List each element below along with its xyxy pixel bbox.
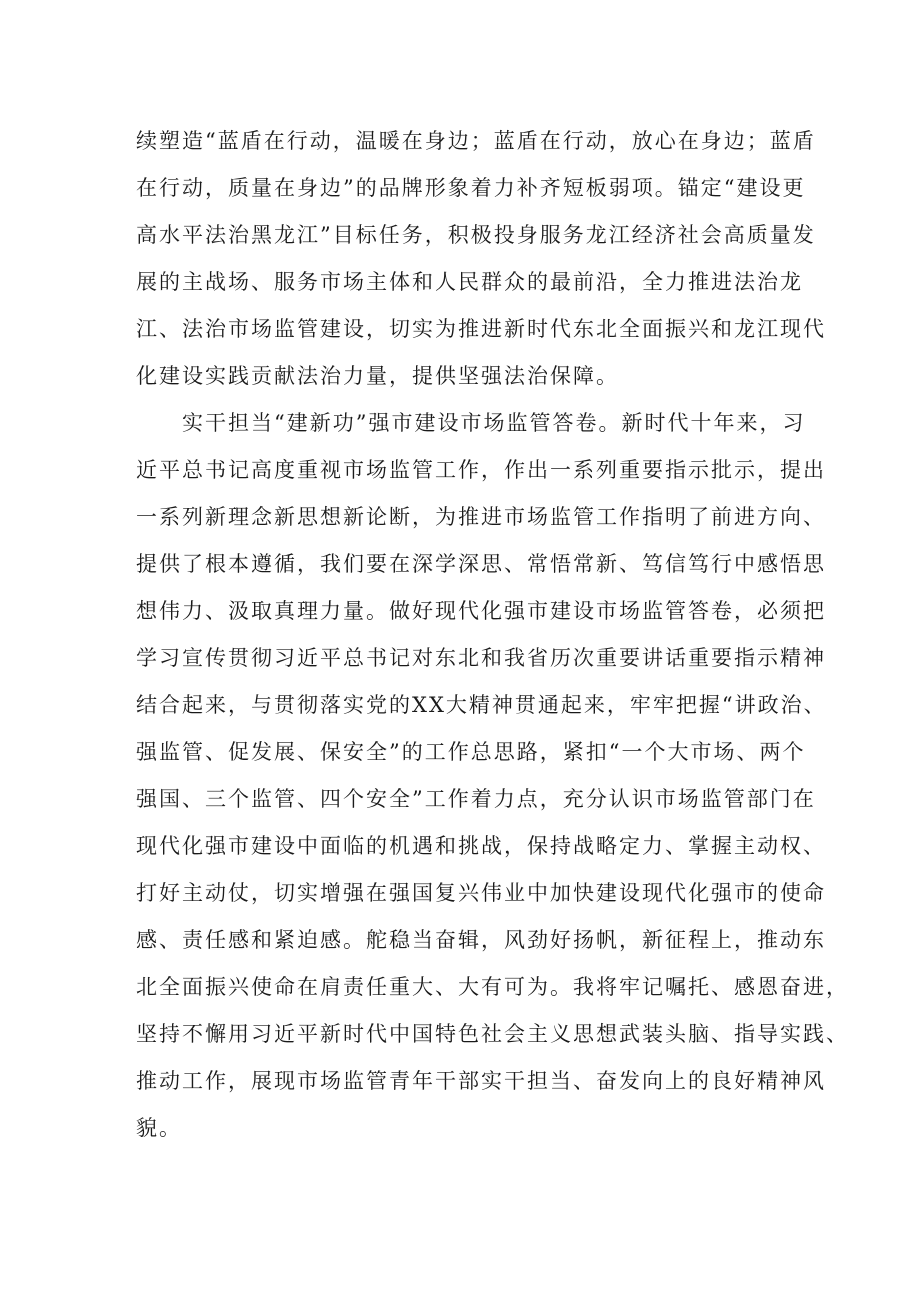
paragraph-2-line: 貌。 [136,1116,182,1140]
paragraph-2-line: 实干担当“建新功”强市建设市场监管答卷。新时代十年来，习 [182,411,806,435]
paragraph-2-line: 学习宣传贯彻习近平总书记对东北和我省历次重要讲话重要指示精神 [136,646,826,670]
paragraph-2-line: 北全面振兴使命在肩责任重大、大有可为。我将牢记嘱托、感恩奋进， [136,975,849,999]
paragraph-2-line: 想伟力、汲取真理力量。做好现代化强市建设市场监管答卷，必须把 [136,599,826,623]
paragraph-1-line: 续塑造“蓝盾在行动，温暖在身边；蓝盾在行动，放心在身边；蓝盾 [136,129,816,153]
paragraph-1-line: 江、法治市场监管建设，切实为推进新时代东北全面振兴和龙江现代 [136,317,826,341]
paragraph-1-line: 化建设实践贡献法治力量，提供坚强法治保障。 [136,364,619,388]
paragraph-2-line: 一系列新理念新思想新论断，为推进市场监管工作指明了前进方向、 [136,505,826,529]
paragraph-1-line: 高水平法治黑龙江”目标任务，积极投身服务龙江经济社会高质量发 [136,223,816,247]
paragraph-2-line: 结合起来，与贯彻落实党的XX大精神贯通起来，牢牢把握“讲政治、 [136,693,827,717]
paragraph-2-line: 坚持不懈用习近平新时代中国特色社会主义思想武装头脑、指导实践、 [136,1022,849,1046]
paragraph-2-line: 打好主动仗，切实增强在强国复兴伟业中加快建设现代化强市的使命 [136,881,826,905]
paragraph-2-line: 强监管、促发展、保安全”的工作总思路，紧扣“一个大市场、两个 [136,740,806,764]
paragraph-2-line: 强国、三个监管、四个安全”工作着力点，充分认识市场监管部门在 [136,787,816,811]
paragraph-2-line: 近平总书记高度重视市场监管工作，作出一系列重要指示批示，提出 [136,458,826,482]
paragraph-1-line: 在行动，质量在身边”的品牌形象着力补齐短板弱项。锚定“建设更 [136,176,806,200]
paragraph-2-line: 提供了根本遵循，我们要在深学深思、常悟常新、笃信笃行中感悟思 [136,552,826,576]
paragraph-1-line: 展的主战场、服务市场主体和人民群众的最前沿，全力推进法治龙 [136,270,803,294]
paragraph-2-line: 推动工作，展现市场监管青年干部实干担当、奋发向上的良好精神风 [136,1069,826,1093]
paragraph-2-line: 感、责任感和紧迫感。舵稳当奋辑，风劲好扬帆，新征程上，推动东 [136,928,826,952]
paragraph-2-line: 现代化强市建设中面临的机遇和挑战，保持战略定力、掌握主动权、 [136,834,826,858]
document-body [136,118,849,1152]
